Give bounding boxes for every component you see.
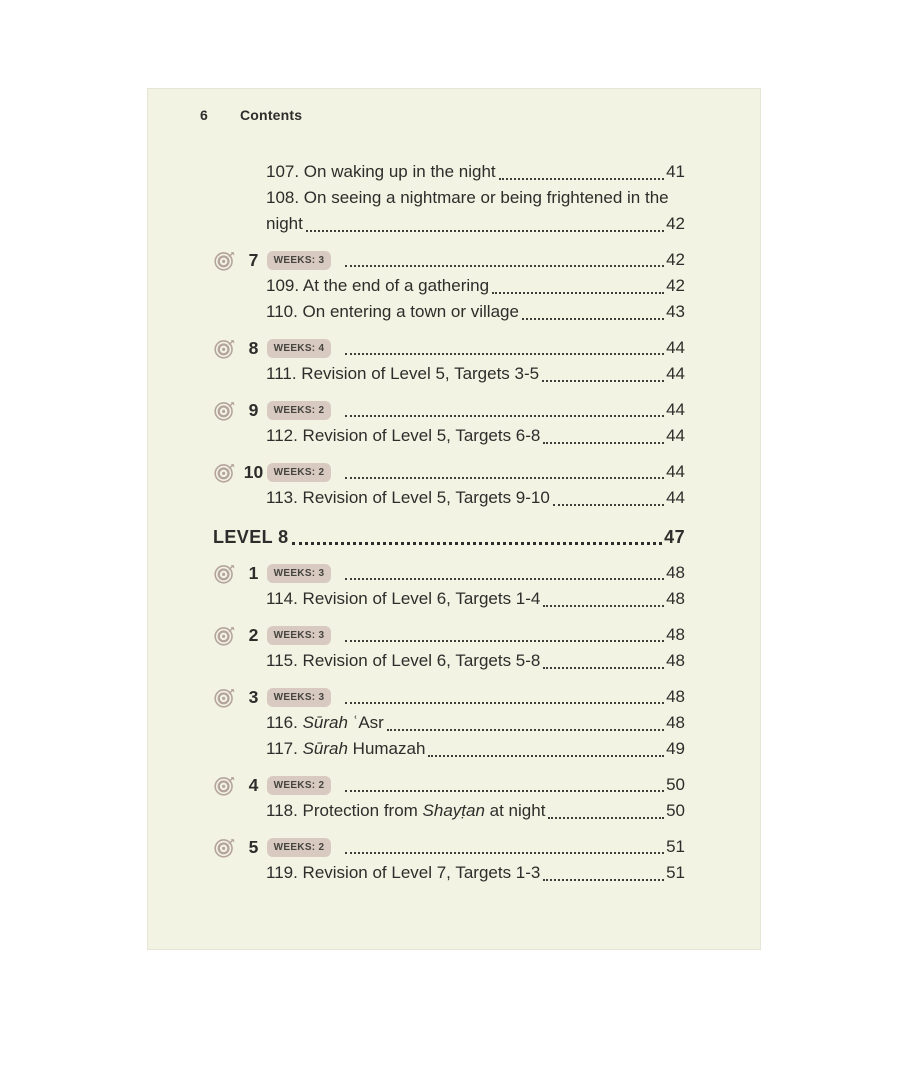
weeks-badge: WEEKS: 3	[267, 564, 331, 583]
dotted-leader	[345, 702, 664, 704]
page-number: 48	[666, 625, 685, 644]
entry-text: 107. On waking up in the night	[266, 162, 496, 181]
entry-text: 108. On seeing a nightmare or being frightened in the	[266, 188, 669, 207]
toc-target-row	[213, 772, 685, 798]
target-number: 5	[248, 837, 259, 857]
entry-text: 119. Revision of Level 7, Targets 1-3	[266, 863, 541, 882]
weeks-badge: WEEKS: 4	[267, 339, 331, 358]
target-bullseye-icon	[213, 836, 236, 859]
toc-entry-row	[213, 485, 685, 511]
entry-text: 110. On entering a town or village	[266, 302, 519, 321]
folio-page-number: 6	[200, 107, 208, 123]
entry-text-italic: Sūrah	[302, 739, 348, 758]
target-number: 4	[248, 775, 259, 795]
toc-entry-row	[213, 798, 685, 824]
page-number: 44	[666, 338, 685, 357]
toc-rows	[213, 159, 685, 886]
target-number: 8	[248, 338, 259, 358]
target-bullseye-icon	[213, 562, 236, 585]
entry-text: 112. Revision of Level 5, Targets 6-8	[266, 426, 541, 445]
toc-target-row	[213, 622, 685, 648]
dotted-leader	[345, 852, 664, 854]
target-bullseye-icon	[213, 774, 236, 797]
weeks-badge: WEEKS: 2	[267, 401, 331, 420]
entry-text: 115. Revision of Level 6, Targets 5-8	[266, 651, 541, 670]
toc-entry-row	[213, 736, 685, 762]
page-number: 42	[666, 276, 685, 295]
dotted-leader	[345, 477, 664, 479]
entry-text-italic: Sūrah	[302, 713, 348, 732]
page-number: 50	[666, 801, 685, 820]
toc-entry-row	[213, 361, 685, 387]
weeks-badge: WEEKS: 3	[267, 626, 331, 645]
target-number: 10	[243, 462, 264, 482]
weeks-badge: WEEKS: 3	[267, 251, 331, 270]
dotted-leader	[387, 729, 664, 731]
toc-entry-row	[213, 648, 685, 674]
page-number: 44	[666, 462, 685, 481]
page-number: 48	[666, 687, 685, 706]
dotted-leader	[306, 230, 664, 232]
toc-entry-row	[213, 860, 685, 886]
toc-target-row	[213, 560, 685, 586]
weeks-badge: WEEKS: 3	[267, 688, 331, 707]
page-number: 50	[666, 775, 685, 794]
toc-entry-row	[213, 423, 685, 449]
entry-text-italic: Shayṭan	[422, 801, 485, 820]
level-heading-text: LEVEL 8	[213, 527, 289, 547]
dotted-leader	[345, 640, 664, 642]
dotted-leader	[345, 578, 664, 580]
entry-text: 111. Revision of Level 5, Targets 3-5	[266, 364, 540, 383]
target-number: 9	[248, 400, 259, 420]
page-number: 48	[666, 651, 685, 670]
dotted-leader	[542, 380, 664, 382]
toc-target-row	[213, 335, 685, 361]
target-bullseye-icon	[213, 624, 236, 647]
toc-target-row	[213, 397, 685, 423]
page-number: 42	[666, 250, 685, 269]
page-number: 43	[666, 302, 685, 321]
toc-level-heading-row	[213, 524, 685, 550]
page-number: 48	[666, 563, 685, 582]
page-number: 44	[666, 364, 685, 383]
dotted-leader	[548, 817, 664, 819]
dotted-leader	[345, 353, 664, 355]
dotted-leader	[345, 265, 664, 267]
weeks-badge: WEEKS: 2	[267, 463, 331, 482]
toc-entry-row	[213, 710, 685, 736]
page-number: 41	[666, 162, 685, 181]
entry-text: 113. Revision of Level 5, Targets 9-10	[266, 488, 550, 507]
page-number: 49	[666, 739, 685, 758]
dotted-leader	[345, 790, 664, 792]
toc-target-row	[213, 834, 685, 860]
entry-text: 117. Sūrah Humazah	[266, 739, 426, 758]
page-number: 51	[666, 837, 685, 856]
target-bullseye-icon	[213, 399, 236, 422]
entry-text: 114. Revision of Level 6, Targets 1-4	[266, 589, 541, 608]
entry-text: 118. Protection from Shayṭan at night	[266, 801, 546, 820]
dotted-leader	[345, 415, 664, 417]
dotted-leader	[543, 879, 664, 881]
target-bullseye-icon	[213, 686, 236, 709]
dotted-leader	[553, 504, 664, 506]
dotted-leader	[522, 318, 664, 320]
toc-entry-row	[213, 159, 685, 185]
target-number: 1	[248, 563, 259, 583]
dotted-leader	[292, 542, 663, 545]
weeks-badge: WEEKS: 2	[267, 776, 331, 795]
entry-text: 109. At the end of a gathering	[266, 276, 490, 295]
target-bullseye-icon	[213, 337, 236, 360]
entry-text: night	[266, 214, 303, 233]
running-header-title: Contents	[240, 107, 303, 123]
page-number: 48	[666, 713, 685, 732]
weeks-badge: WEEKS: 2	[267, 838, 331, 857]
target-bullseye-icon	[213, 249, 236, 272]
dotted-leader	[543, 442, 664, 444]
page-number: 42	[666, 214, 685, 233]
page-number: 47	[664, 527, 685, 547]
dotted-leader	[492, 292, 664, 294]
toc-entry-row	[213, 586, 685, 612]
toc-entry-row	[213, 211, 685, 237]
toc-target-row	[213, 684, 685, 710]
target-number: 3	[248, 687, 259, 707]
dotted-leader	[499, 178, 664, 180]
running-header	[200, 107, 302, 123]
dotted-leader	[428, 755, 664, 757]
page-number: 44	[666, 400, 685, 419]
entry-text: 116. Sūrah ʿAsr	[266, 713, 384, 732]
target-number: 7	[248, 250, 259, 270]
dotted-leader	[543, 667, 664, 669]
toc-entry-row	[213, 185, 685, 211]
page-number: 51	[666, 863, 685, 882]
target-bullseye-icon	[213, 461, 236, 484]
toc-entry-row	[213, 299, 685, 325]
page-number: 48	[666, 589, 685, 608]
toc-entry-row	[213, 273, 685, 299]
toc-target-row	[213, 459, 685, 485]
target-number: 2	[248, 625, 259, 645]
book-page	[147, 88, 761, 950]
dotted-leader	[543, 605, 664, 607]
page-number: 44	[666, 426, 685, 445]
toc-target-row	[213, 247, 685, 273]
page-number: 44	[666, 488, 685, 507]
